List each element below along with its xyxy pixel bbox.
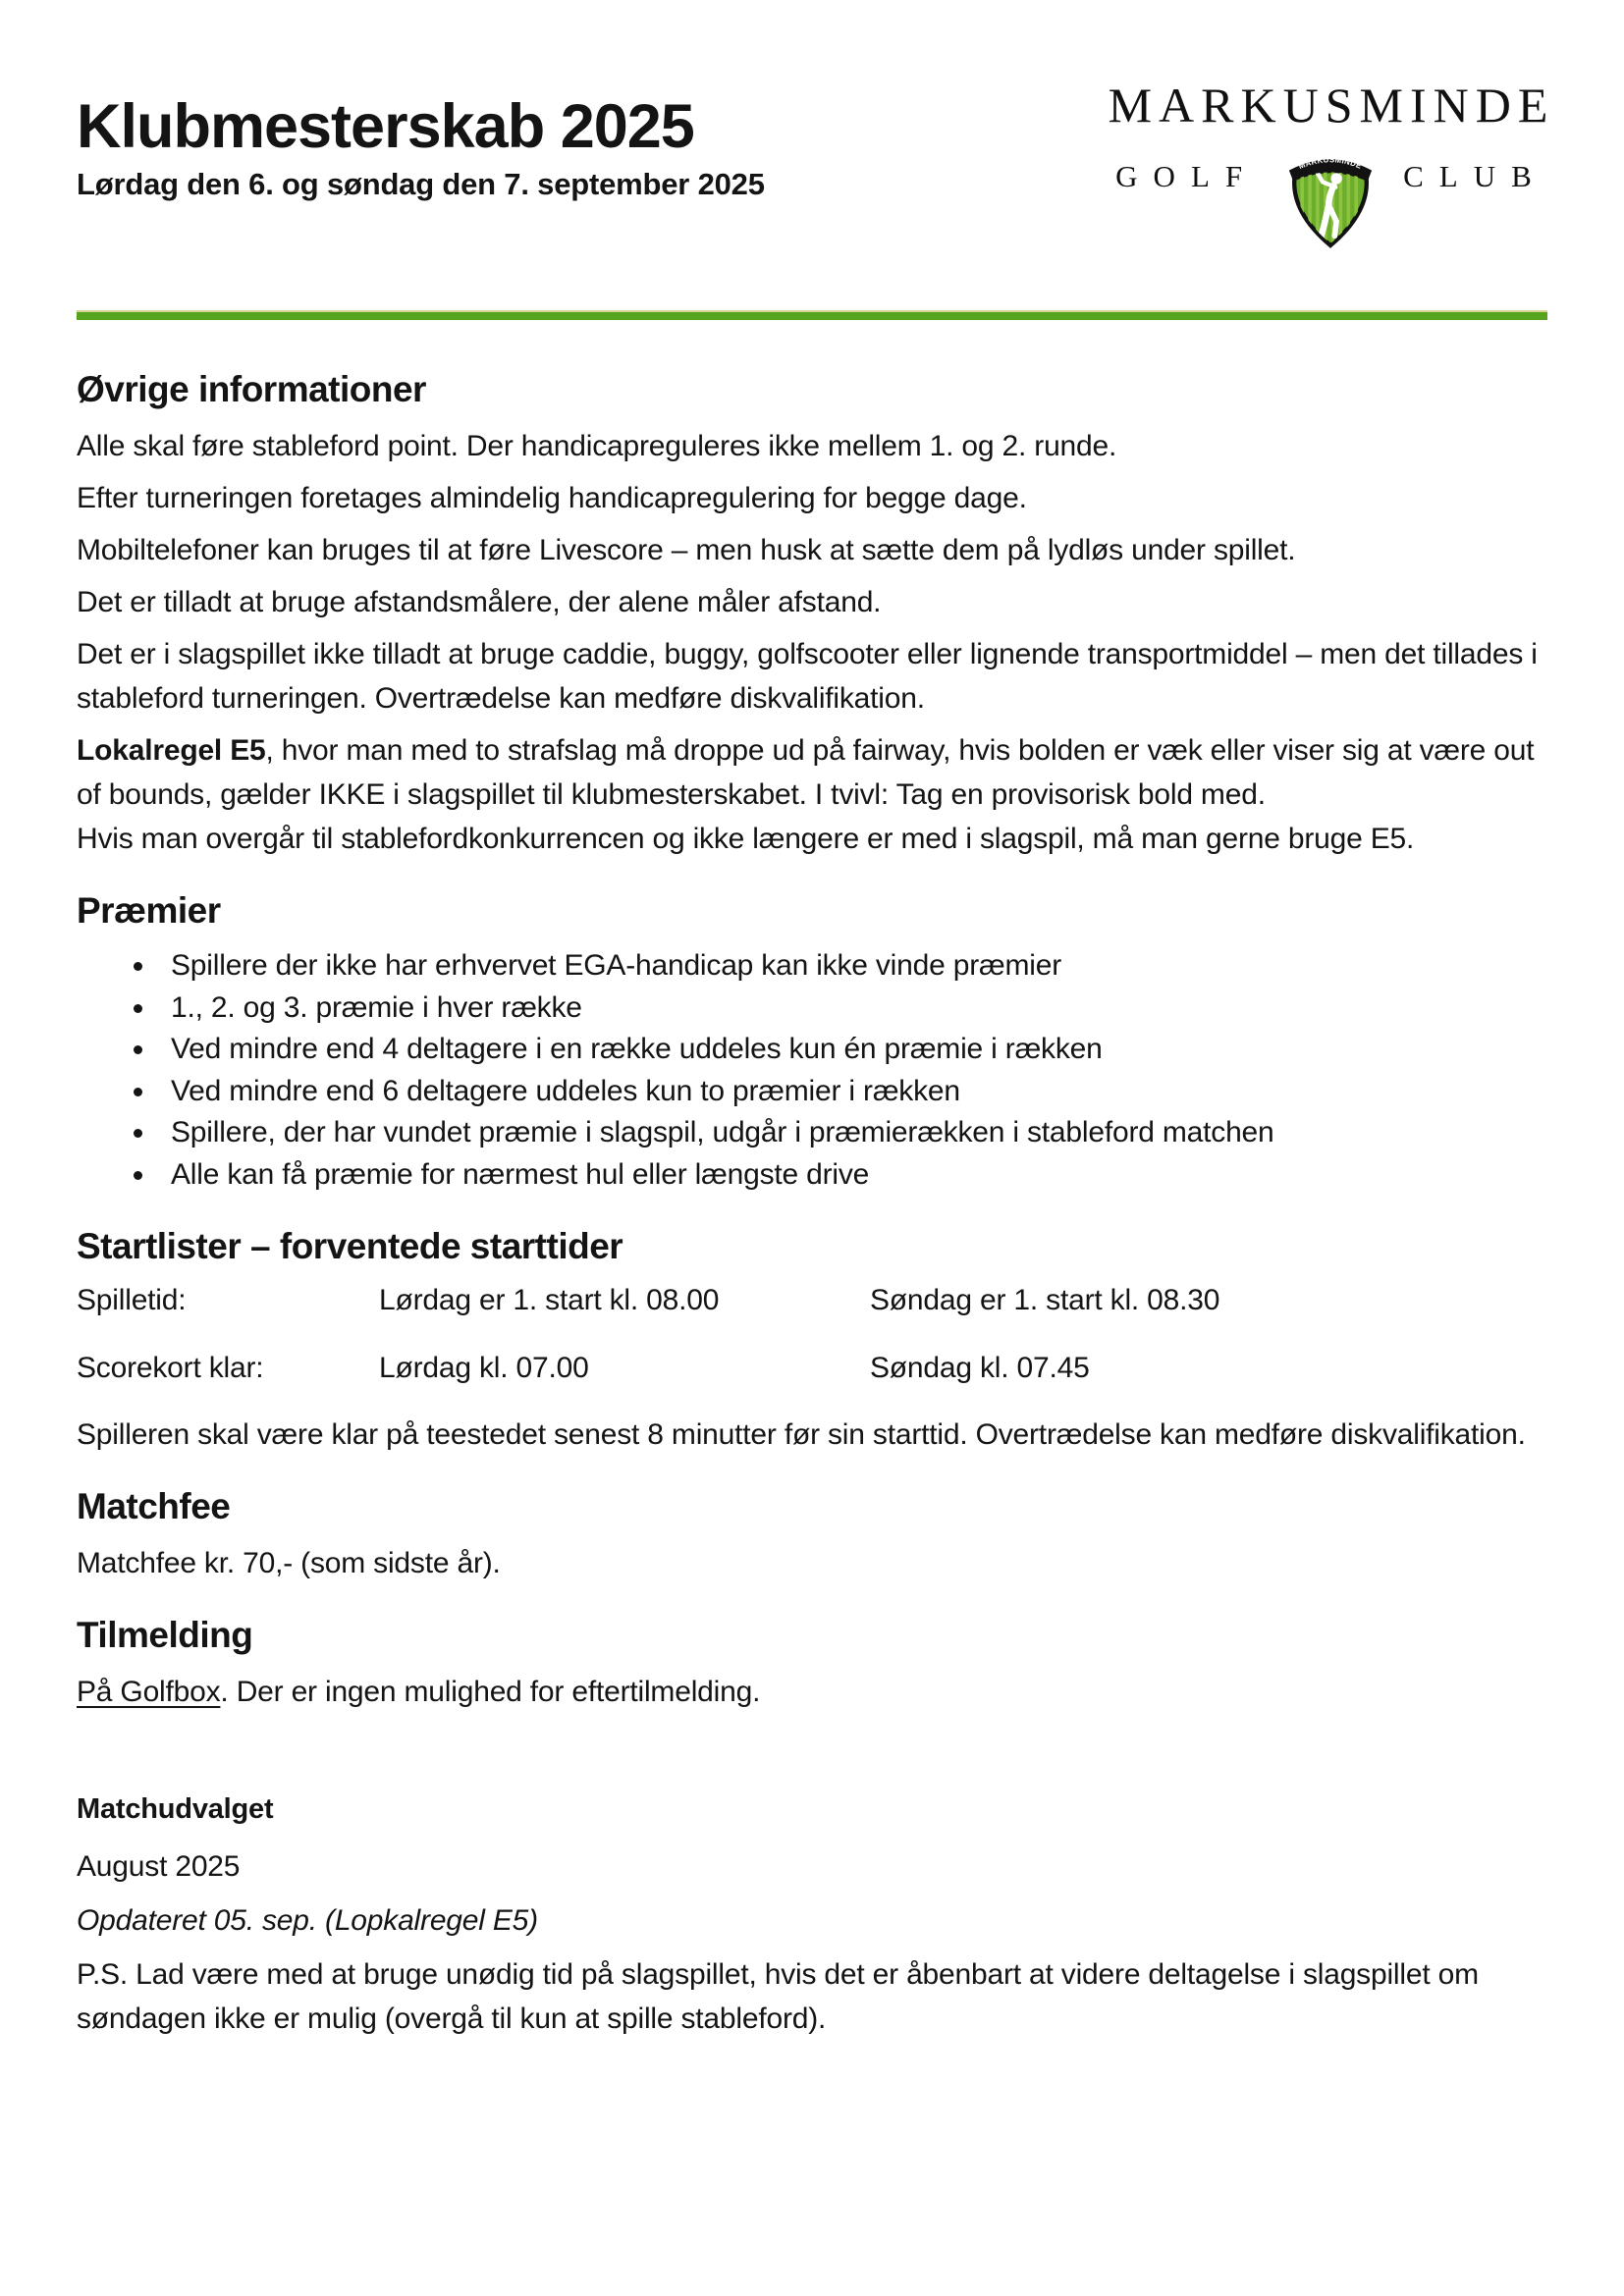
logo-row <box>1115 141 1547 255</box>
tilmelding-text: . Der er ingen mulighed for eftertilmelding. <box>220 1675 761 1708</box>
list-item: • Spillere der ikke har erhvervet EGA-handicap kan ikke vinde præmier <box>157 945 1547 988</box>
paragraph: Hvis man overgår til stablefordkonkurrencen og ikke længere er med i slagspil, må man gerne bruge E5. <box>77 823 1415 855</box>
list-item: • Ved mindre end 4 deltagere i en række uddeles kun én præmie i rækken <box>157 1029 1547 1071</box>
svg-text:MARKUSMINDE: MARKUSMINDE <box>1297 155 1364 172</box>
start-times-table <box>77 1281 1547 1387</box>
page-title: Klubmesterskab 2025 <box>77 92 694 161</box>
paragraph-tilmelding <box>77 1670 1547 1714</box>
document-header <box>77 69 1555 255</box>
footer-ps: P.S. Lad være med at bruge unødig tid på slagspillet, hvis det er åbenbart at videre deltagelse i slagspillet om søndagen ikke er mulig (overgå til kun at spille stableford). <box>77 1958 1479 2036</box>
section-heading-tilmelding: Tilmelding <box>77 1614 253 1655</box>
paragraph-matchfee: Matchfee kr. 70,- (som sidste år). <box>77 1546 501 1579</box>
paragraph-start-note: Spilleren skal være klar på teestedet senest 8 minutter før sin starttid. Overtrædelse kan medføre diskvalifikation. <box>77 1417 1526 1451</box>
lokalregel-label: Lokalregel E5 <box>77 734 266 767</box>
club-crest-icon <box>1283 141 1378 255</box>
signature: Matchudvalget <box>77 1792 274 1825</box>
schedule-saturday: Lørdag kl. 07.00 <box>379 1351 589 1384</box>
logo-word-golf: GOLF <box>1115 159 1259 193</box>
golfbox-link[interactable]: På Golfbox <box>77 1675 221 1708</box>
footer-date: August 2025 <box>77 1850 241 1884</box>
schedule-label: Scorekort klar: <box>77 1351 264 1384</box>
schedule-label: Spilletid: <box>77 1283 187 1316</box>
paragraph: Mobiltelefoner kan bruges til at føre Livescore – men husk at sætte dem på lydløs under spillet. <box>77 534 1296 566</box>
paragraph-lokalregel <box>77 728 1547 817</box>
paragraph: Det er i slagspillet ikke tilladt at bruge caddie, buggy, golfscooter eller lignende transportmiddel – men det tillades i stableford turneringen. Overtrædelse kan medføre diskvalifikation. <box>77 638 1538 715</box>
club-logo <box>1108 69 1555 255</box>
title-block <box>77 69 765 202</box>
footer-block <box>77 1789 1547 2042</box>
divider-rule <box>77 310 1547 320</box>
section-heading-praemier: Præmier <box>77 890 221 931</box>
schedule-sunday: Søndag kl. 07.45 <box>870 1351 1090 1384</box>
prize-list <box>77 945 1547 1197</box>
logo-word-club: CLUB <box>1403 159 1547 193</box>
list-item: • 1., 2. og 3. præmie i hver række <box>157 988 1547 1030</box>
section-heading-ovrige: Øvrige informationer <box>77 369 426 409</box>
section-heading-matchfee: Matchfee <box>77 1485 231 1526</box>
document-body <box>77 369 1547 2041</box>
paragraph: Efter turneringen foretages almindelig handicapregulering for begge dage. <box>77 482 1027 514</box>
list-item: • Spillere, der har vundet præmie i slagspil, udgår i præmierækken i stableford matchen <box>157 1112 1547 1154</box>
section-heading-startlister: Startlister – forventede starttider <box>77 1225 623 1266</box>
list-item: • Alle kan få præmie for nærmest hul eller længste drive <box>157 1154 1547 1197</box>
list-item: • Ved mindre end 6 deltagere uddeles kun to præmier i rækken <box>157 1071 1547 1113</box>
page-subtitle: Lørdag den 6. og søndag den 7. september 2025 <box>77 167 765 202</box>
schedule-sunday: Søndag er 1. start kl. 08.30 <box>870 1283 1220 1316</box>
schedule-saturday: Lørdag er 1. start kl. 08.00 <box>379 1283 720 1316</box>
logo-wordmark: MARKUSMINDE <box>1108 78 1555 133</box>
paragraph: Det er tilladt at bruge afstandsmålere, der alene måler afstand. <box>77 586 882 618</box>
footer-updated: Opdateret 05. sep. (Lopkalregel E5) <box>77 1904 538 1938</box>
lokalregel-text: , hvor man med to strafslag må droppe ud på fairway, hvis bolden er væk eller viser sig at være out of bounds, gælder IKKE i slagspillet til klubmesterskabet. I tvivl: Tag en provisorisk bold med. <box>77 734 1535 811</box>
paragraph: Alle skal føre stableford point. Der handicapreguleres ikke mellem 1. og 2. runde. <box>77 430 1117 462</box>
